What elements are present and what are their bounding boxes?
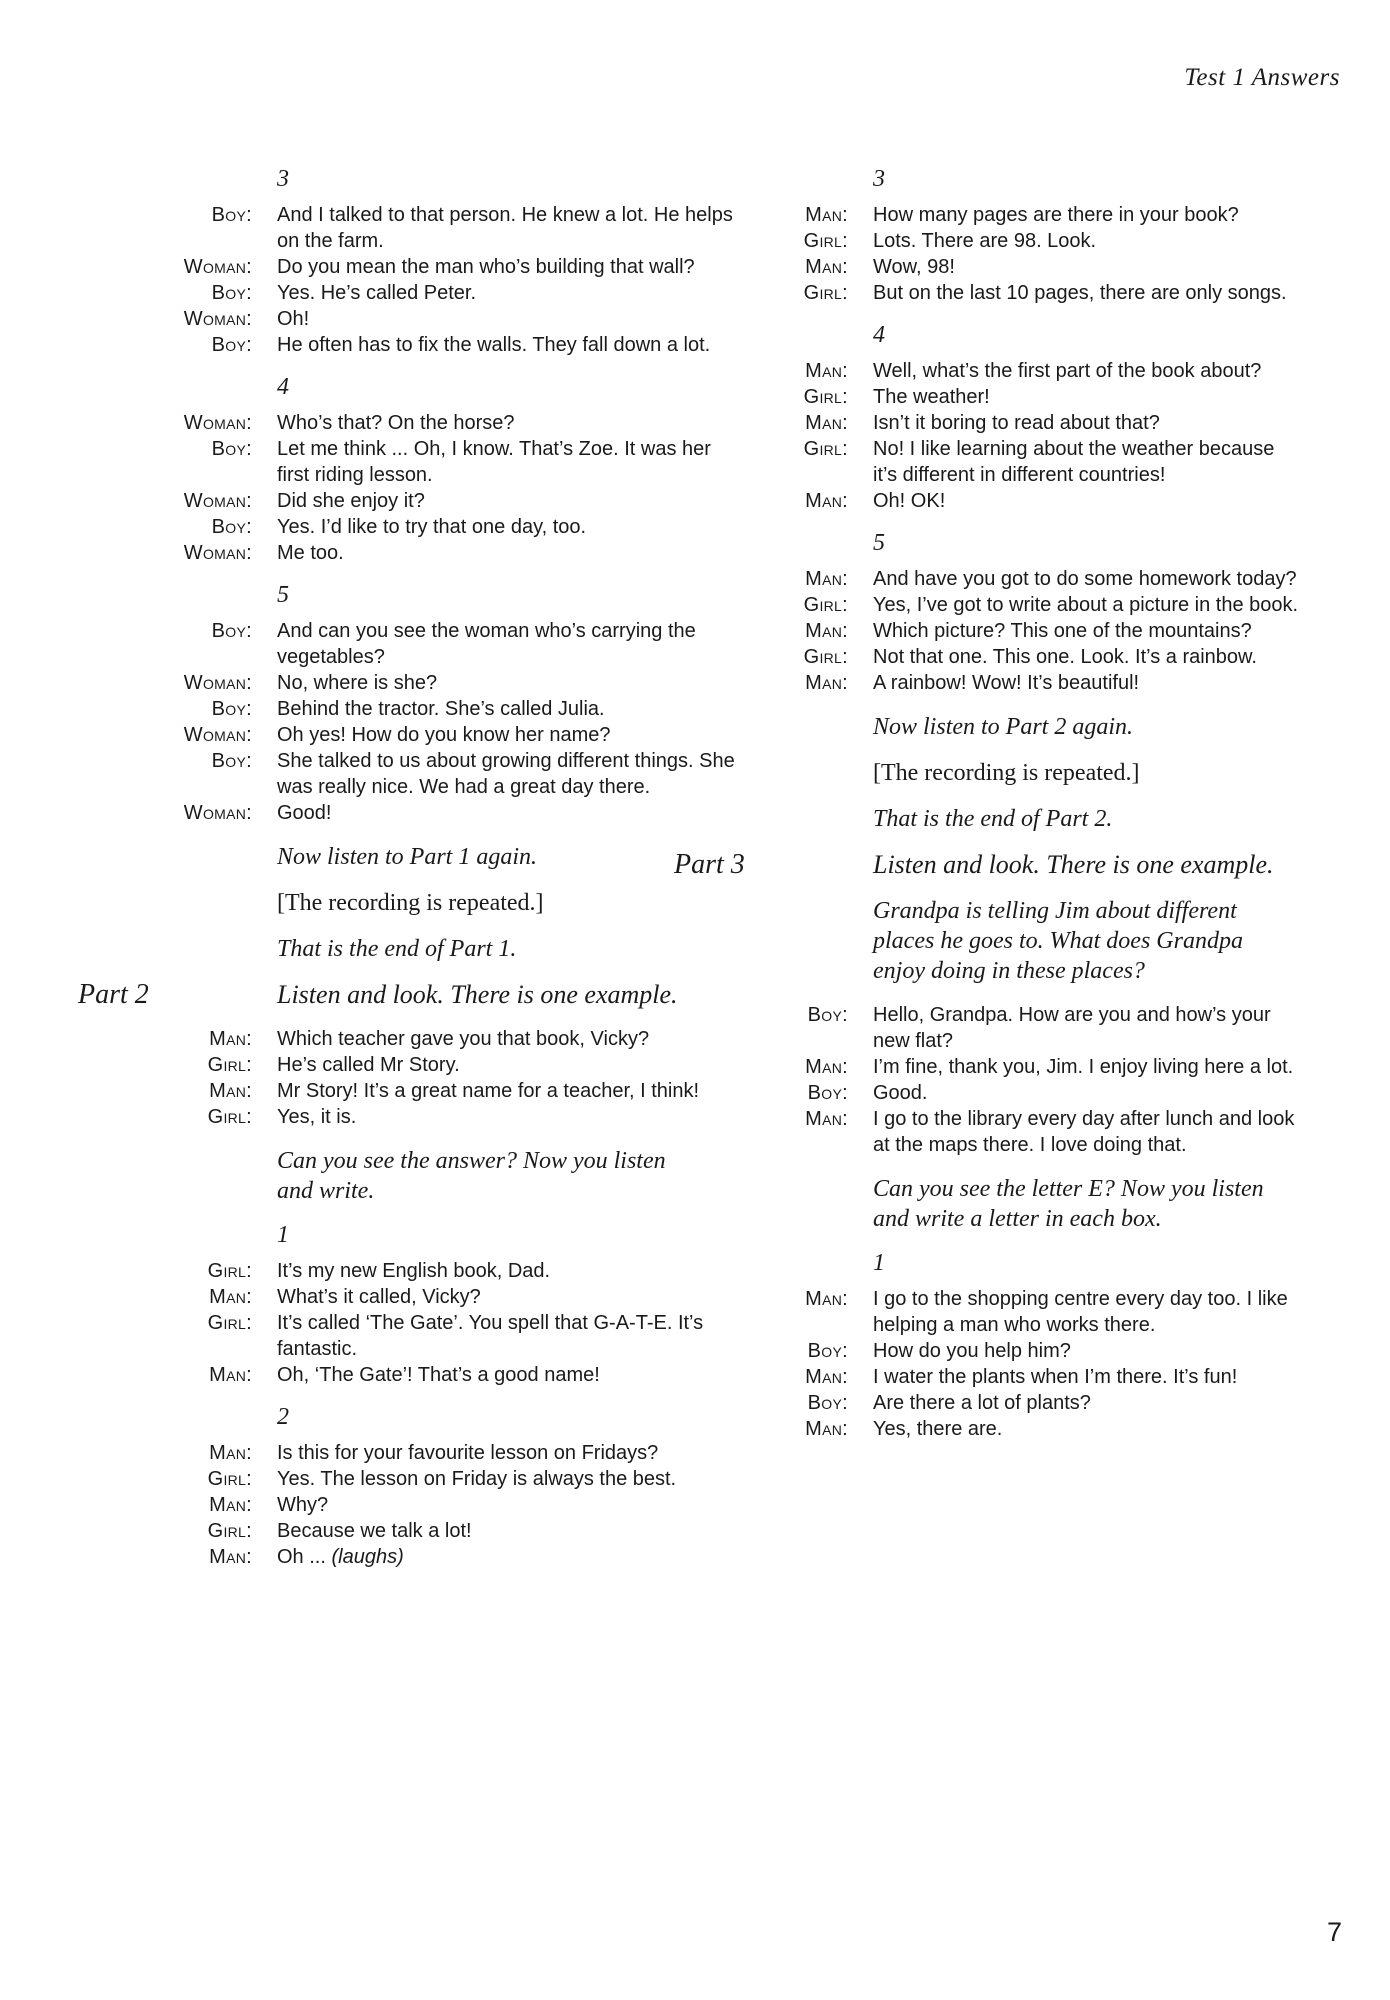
dialogue-line <box>176 488 736 514</box>
dialogue-text-main: But on the last 10 pages, there are only songs. <box>873 282 1287 304</box>
dialogue-line <box>772 1054 1302 1080</box>
speaker-label: Man: <box>805 1366 848 1388</box>
stage-direction-inline: (laughs) <box>331 1546 404 1568</box>
dialogue-text <box>873 436 1302 488</box>
dialogue-line <box>176 254 736 280</box>
dialogue-text-main: Oh, ‘The Gate’! That’s a good name! <box>277 1364 600 1386</box>
dialogue-text-main: Let me think ... Oh, I know. That’s Zoe. It was her first riding lesson. <box>277 438 711 486</box>
dialogue-line <box>176 306 736 332</box>
dialogue-block <box>176 1258 736 1388</box>
dialogue-text <box>277 1026 736 1052</box>
dialogue-line <box>176 1078 736 1104</box>
dialogue-text-main: Did she enjoy it? <box>277 490 425 512</box>
dialogue-line <box>772 1080 1302 1106</box>
dialogue-text <box>277 202 736 254</box>
dialogue-text-main: And I talked to that person. He knew a lot. He helps on the farm. <box>277 204 733 252</box>
dialogue-text-main: Isn’t it boring to read about that? <box>873 412 1160 434</box>
dialogue-text-main: A rainbow! Wow! It’s beautiful! <box>873 672 1140 694</box>
speaker-label: Man: <box>209 1494 252 1516</box>
dialogue-text-main: Behind the tractor. She’s called Julia. <box>277 698 605 720</box>
dialogue-text-main: She talked to us about growing different things. She was really nice. We had a great day there. <box>277 750 735 798</box>
speaker-label: Woman: <box>183 672 252 694</box>
dialogue-text <box>873 1364 1302 1390</box>
dialogue-line <box>772 1106 1302 1158</box>
dialogue-text-main: Yes. The lesson on Friday is always the best. <box>277 1468 677 1490</box>
part-label: Part 3 <box>674 849 745 880</box>
dialogue-block <box>176 410 736 566</box>
dialogue-text-main: How many pages are there in your book? <box>873 204 1239 226</box>
dialogue-text <box>873 644 1302 670</box>
speaker-label: Girl: <box>803 438 848 460</box>
instruction-text: That is the end of Part 2. <box>873 806 1113 832</box>
dialogue-text <box>277 748 736 800</box>
speaker-label: Boy: <box>807 1004 848 1026</box>
dialogue-text-main: Yes. I’d like to try that one day, too. <box>277 516 587 538</box>
dialogue-line <box>176 800 736 826</box>
speaker-label: Girl: <box>803 594 848 616</box>
speaker-label: Boy: <box>211 438 252 460</box>
speaker-label: Woman: <box>183 308 252 330</box>
dialogue-text <box>277 1104 736 1130</box>
dialogue-line <box>772 384 1302 410</box>
dialogue-line <box>176 1026 736 1052</box>
part-3-section <box>674 849 1302 880</box>
dialogue-text-main: Why? <box>277 1494 329 1516</box>
speaker-label: Man: <box>209 1364 252 1386</box>
dialogue-block <box>772 566 1302 696</box>
speaker-label: Woman: <box>183 542 252 564</box>
dialogue-text-main: No! I like learning about the weather because it’s different in different countries! <box>873 438 1275 486</box>
dialogue-text-main: Lots. There are 98. Look. <box>873 230 1097 252</box>
dialogue-text <box>277 1518 736 1544</box>
speaker-label: Girl: <box>207 1106 252 1128</box>
right-column <box>674 166 1302 1458</box>
speaker-label: Man: <box>805 256 848 278</box>
dialogue-line <box>772 1338 1302 1364</box>
dialogue-line <box>176 696 736 722</box>
dialogue-text <box>277 488 736 514</box>
speaker-label: Boy: <box>211 620 252 642</box>
dialogue-block <box>176 1026 736 1130</box>
dialogue-line <box>176 1104 736 1130</box>
dialogue-text <box>277 670 736 696</box>
speaker-label: Girl: <box>803 386 848 408</box>
dialogue-line <box>176 1284 736 1310</box>
dialogue-text <box>873 1390 1302 1416</box>
part-label: Part 2 <box>78 979 149 1010</box>
dialogue-text-main: Is this for your favourite lesson on Fridays? <box>277 1442 659 1464</box>
dialogue-text <box>277 306 736 332</box>
instruction-text: Listen and look. There is one example. <box>873 850 1274 879</box>
dialogue-text <box>277 254 736 280</box>
speaker-label: Boy: <box>807 1082 848 1104</box>
dialogue-line <box>772 410 1302 436</box>
dialogue-line <box>176 540 736 566</box>
speaker-label: Girl: <box>207 1054 252 1076</box>
dialogue-text <box>277 1310 736 1362</box>
dialogue-text-main: He often has to fix the walls. They fall down a lot. <box>277 334 711 356</box>
dialogue-text <box>277 1258 736 1284</box>
instruction-text: Now listen to Part 2 again. <box>873 714 1134 740</box>
dialogue-line <box>176 618 736 670</box>
dialogue-line <box>772 436 1302 488</box>
stage-direction: [The recording is repeated.] <box>277 890 544 916</box>
instruction-text: Can you see the answer? Now you listen and write. <box>277 1148 666 1204</box>
speaker-label: Man: <box>805 568 848 590</box>
dialogue-text-main: Mr Story! It’s a great name for a teacher, I think! <box>277 1080 700 1102</box>
speaker-label: Woman: <box>183 802 252 824</box>
speaker-label: Man: <box>805 412 848 434</box>
dialogue-line <box>772 228 1302 254</box>
dialogue-text <box>277 1466 736 1492</box>
dialogue-line <box>176 1310 736 1362</box>
dialogue-text-main: It’s called ‘The Gate’. You spell that G-A-T-E. It’s fantastic. <box>277 1312 704 1360</box>
speaker-label: Man: <box>805 1418 848 1440</box>
dialogue-text <box>873 1286 1302 1338</box>
speaker-label: Man: <box>209 1028 252 1050</box>
dialogue-text <box>873 1416 1302 1442</box>
speaker-label: Man: <box>209 1442 252 1464</box>
dialogue-text-main: It’s my new English book, Dad. <box>277 1260 551 1282</box>
dialogue-text <box>277 1440 736 1466</box>
dialogue-text <box>277 1052 736 1078</box>
dialogue-line <box>772 1364 1302 1390</box>
dialogue-text-main: Oh! <box>277 308 310 330</box>
speaker-label: Girl: <box>207 1468 252 1490</box>
dialogue-text-main: Because we talk a lot! <box>277 1520 472 1542</box>
speaker-label: Girl: <box>207 1520 252 1542</box>
speaker-label: Woman: <box>183 490 252 512</box>
dialogue-text <box>277 1544 736 1570</box>
dialogue-text-main: I go to the shopping centre every day too. I like helping a man who works there. <box>873 1288 1288 1336</box>
dialogue-line <box>772 202 1302 228</box>
dialogue-text-main: Oh yes! How do you know her name? <box>277 724 611 746</box>
dialogue-text <box>277 1078 736 1104</box>
dialogue-text <box>873 618 1302 644</box>
dialogue-line <box>176 748 736 800</box>
dialogue-line <box>176 1362 736 1388</box>
dialogue-text <box>873 1080 1302 1106</box>
speaker-label: Boy: <box>211 334 252 356</box>
dialogue-text <box>873 254 1302 280</box>
dialogue-line <box>772 1390 1302 1416</box>
speaker-label: Boy: <box>211 282 252 304</box>
speaker-label: Boy: <box>211 698 252 720</box>
dialogue-text <box>277 696 736 722</box>
dialogue-text-main: Are there a lot of plants? <box>873 1392 1091 1414</box>
instruction-text: That is the end of Part 1. <box>277 936 517 962</box>
dialogue-text-main: Who’s that? On the horse? <box>277 412 515 434</box>
dialogue-text <box>277 332 736 358</box>
question-number: 1 <box>873 1250 885 1276</box>
speaker-label: Man: <box>209 1546 252 1568</box>
speaker-label: Man: <box>805 1056 848 1078</box>
speaker-label: Man: <box>805 672 848 694</box>
speaker-label: Man: <box>805 490 848 512</box>
dialogue-text-main: Yes, it is. <box>277 1106 357 1128</box>
dialogue-text <box>873 228 1302 254</box>
dialogue-line <box>772 488 1302 514</box>
dialogue-line <box>176 1258 736 1284</box>
speaker-label: Woman: <box>183 412 252 434</box>
dialogue-text-main: Good! <box>277 802 332 824</box>
dialogue-text <box>277 722 736 748</box>
dialogue-line <box>772 618 1302 644</box>
dialogue-block <box>772 202 1302 306</box>
speaker-label: Woman: <box>183 256 252 278</box>
dialogue-line <box>176 1466 736 1492</box>
dialogue-text-main: Which picture? This one of the mountains? <box>873 620 1252 642</box>
dialogue-text <box>873 410 1302 436</box>
question-number: 4 <box>277 374 289 400</box>
dialogue-text-main: No, where is she? <box>277 672 438 694</box>
dialogue-line <box>772 1002 1302 1054</box>
dialogue-text-main: Well, what’s the first part of the book about? <box>873 360 1262 382</box>
dialogue-text-main: I go to the library every day after lunch and look at the maps there. I love doing that. <box>873 1108 1295 1156</box>
dialogue-text <box>873 384 1302 410</box>
dialogue-line <box>772 592 1302 618</box>
instruction-text: Listen and look. There is one example. <box>277 980 678 1009</box>
dialogue-text-main: Yes, there are. <box>873 1418 1003 1440</box>
dialogue-line <box>176 280 736 306</box>
dialogue-text <box>277 1284 736 1310</box>
dialogue-block <box>176 1440 736 1570</box>
speaker-label: Man: <box>805 1108 848 1130</box>
dialogue-text-main: Yes, I’ve got to write about a picture in the book. <box>873 594 1299 616</box>
question-number: 5 <box>277 582 289 608</box>
dialogue-block <box>772 358 1302 514</box>
dialogue-text-main: I’m fine, thank you, Jim. I enjoy living here a lot. <box>873 1056 1294 1078</box>
dialogue-line <box>772 644 1302 670</box>
dialogue-text <box>873 1054 1302 1080</box>
page-number: 7 <box>1326 1917 1342 1947</box>
dialogue-text <box>277 436 736 488</box>
speaker-label: Man: <box>209 1286 252 1308</box>
dialogue-line <box>176 332 736 358</box>
dialogue-line <box>176 1518 736 1544</box>
speaker-label: Man: <box>209 1080 252 1102</box>
dialogue-text-main: Oh ... <box>277 1546 326 1568</box>
dialogue-line <box>772 358 1302 384</box>
dialogue-text-main: Which teacher gave you that book, Vicky? <box>277 1028 650 1050</box>
dialogue-text <box>873 670 1302 696</box>
dialogue-text-main: How do you help him? <box>873 1340 1071 1362</box>
dialogue-line <box>772 254 1302 280</box>
dialogue-line <box>176 670 736 696</box>
dialogue-text <box>277 1492 736 1518</box>
dialogue-line <box>176 410 736 436</box>
dialogue-text <box>277 540 736 566</box>
dialogue-text-main: Not that one. This one. Look. It’s a rainbow. <box>873 646 1257 668</box>
speaker-label: Man: <box>805 204 848 226</box>
speaker-label: Boy: <box>211 750 252 772</box>
dialogue-text-main: Do you mean the man who’s building that wall? <box>277 256 695 278</box>
dialogue-line <box>176 514 736 540</box>
dialogue-line <box>772 280 1302 306</box>
dialogue-line <box>772 566 1302 592</box>
question-number: 3 <box>277 166 289 192</box>
dialogue-line <box>176 1544 736 1570</box>
dialogue-text-main: And have you got to do some homework today? <box>873 568 1297 590</box>
dialogue-line <box>772 1416 1302 1442</box>
dialogue-line <box>772 1286 1302 1338</box>
stage-direction: [The recording is repeated.] <box>873 760 1140 786</box>
dialogue-block <box>176 202 736 358</box>
question-number: 1 <box>277 1222 289 1248</box>
dialogue-text <box>277 800 736 826</box>
dialogue-text <box>873 1338 1302 1364</box>
dialogue-text <box>873 566 1302 592</box>
dialogue-text <box>277 618 736 670</box>
dialogue-text <box>873 1002 1302 1054</box>
dialogue-text <box>873 202 1302 228</box>
dialogue-text <box>277 410 736 436</box>
instruction-text: Can you see the letter E? Now you listen and write a letter in each box. <box>873 1176 1264 1232</box>
dialogue-text <box>873 280 1302 306</box>
dialogue-text-main: Good. <box>873 1082 928 1104</box>
running-header: Test 1 Answers <box>1184 64 1340 91</box>
dialogue-line <box>176 722 736 748</box>
speaker-label: Man: <box>805 360 848 382</box>
dialogue-text-main: I water the plants when I’m there. It’s fun! <box>873 1366 1238 1388</box>
dialogue-line <box>772 670 1302 696</box>
instruction-text: Grandpa is telling Jim about different places he goes to. What does Grandpa enjoy doing in these places? <box>873 898 1243 984</box>
dialogue-line <box>176 1440 736 1466</box>
question-number: 5 <box>873 530 885 556</box>
speaker-label: Boy: <box>211 204 252 226</box>
speaker-label: Girl: <box>803 646 848 668</box>
dialogue-text-main: And can you see the woman who’s carrying the vegetables? <box>277 620 696 668</box>
dialogue-text-main: Me too. <box>277 542 344 564</box>
dialogue-text <box>873 1106 1302 1158</box>
speaker-label: Boy: <box>807 1340 848 1362</box>
instruction-text: Now listen to Part 1 again. <box>277 844 538 870</box>
dialogue-text <box>873 592 1302 618</box>
dialogue-text-main: What’s it called, Vicky? <box>277 1286 481 1308</box>
dialogue-line <box>176 1052 736 1078</box>
speaker-label: Woman: <box>183 724 252 746</box>
part-2-section <box>78 979 736 1010</box>
question-number: 2 <box>277 1404 289 1430</box>
dialogue-block <box>772 1286 1302 1442</box>
dialogue-text-main: He’s called Mr Story. <box>277 1054 460 1076</box>
speaker-label: Boy: <box>211 516 252 538</box>
speaker-label: Boy: <box>807 1392 848 1414</box>
dialogue-text <box>277 514 736 540</box>
dialogue-line <box>176 202 736 254</box>
dialogue-text-main: Oh! OK! <box>873 490 946 512</box>
dialogue-text <box>873 358 1302 384</box>
dialogue-line <box>176 1492 736 1518</box>
dialogue-text <box>873 488 1302 514</box>
dialogue-text-main: Wow, 98! <box>873 256 955 278</box>
left-column <box>78 166 736 1586</box>
dialogue-text-main: Hello, Grandpa. How are you and how’s your new flat? <box>873 1004 1271 1052</box>
speaker-label: Girl: <box>803 230 848 252</box>
speaker-label: Girl: <box>803 282 848 304</box>
dialogue-text-main: The weather! <box>873 386 990 408</box>
speaker-label: Man: <box>805 1288 848 1310</box>
dialogue-text-main: Yes. He’s called Peter. <box>277 282 477 304</box>
speaker-label: Man: <box>805 620 848 642</box>
dialogue-block <box>772 1002 1302 1158</box>
dialogue-text <box>277 280 736 306</box>
question-number: 4 <box>873 322 885 348</box>
speaker-label: Girl: <box>207 1312 252 1334</box>
dialogue-line <box>176 436 736 488</box>
question-number: 3 <box>873 166 885 192</box>
speaker-label: Girl: <box>207 1260 252 1282</box>
dialogue-block <box>176 618 736 826</box>
dialogue-text <box>277 1362 736 1388</box>
